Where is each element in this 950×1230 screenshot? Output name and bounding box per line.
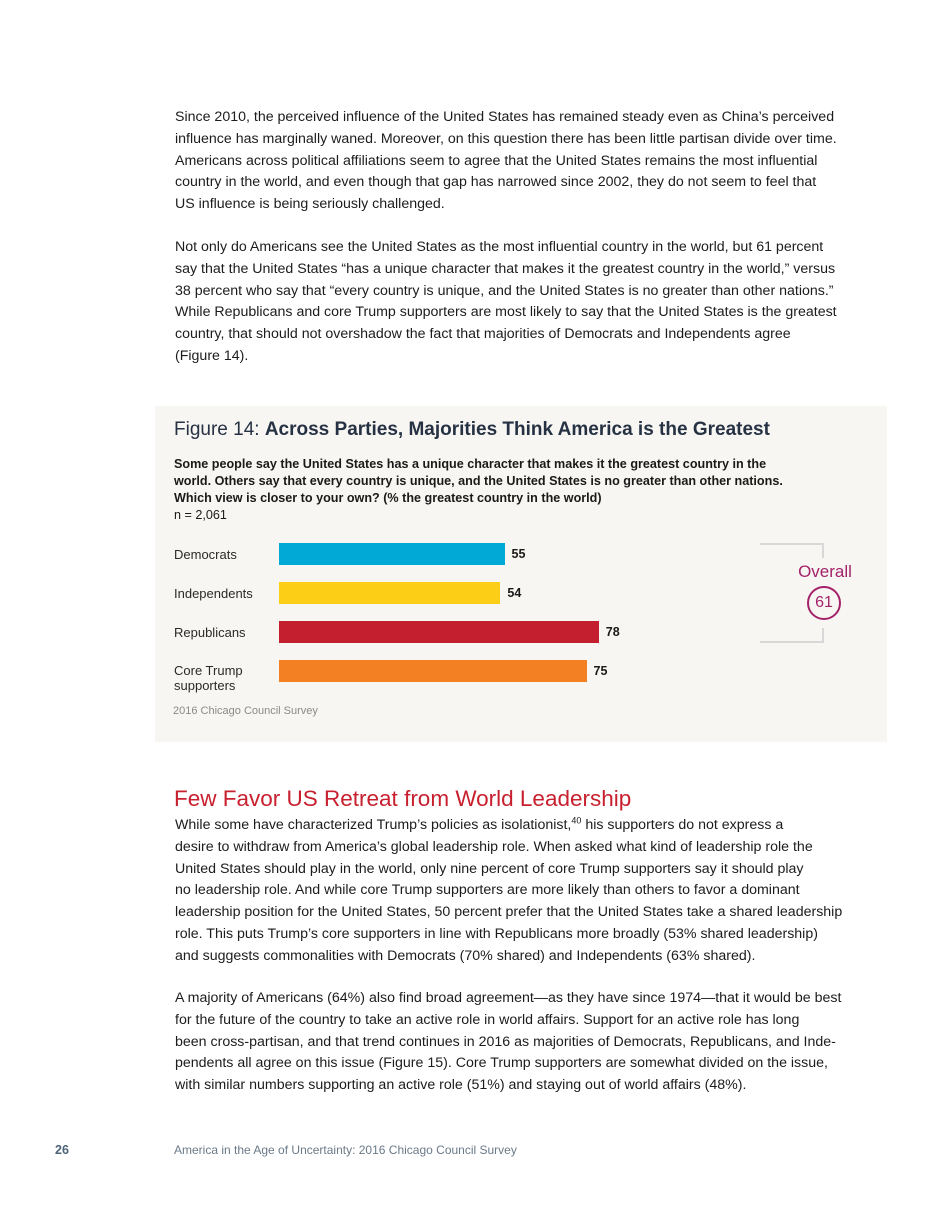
section-heading: Few Favor US Retreat from World Leadership bbox=[174, 786, 632, 811]
text-line: no leadership role. And while core Trump supporters are more likely than others to favor a dominant bbox=[175, 882, 800, 899]
question-line: world. Others say that every country is unique, and the United States is no greater than other nations. bbox=[174, 474, 783, 488]
bar bbox=[279, 621, 599, 643]
category-label bbox=[174, 663, 243, 693]
text-line: (Figure 14). bbox=[175, 347, 249, 364]
text-line: and suggests commonalities with Democrats (70% shared) and Independents (63% shared). bbox=[175, 947, 756, 964]
category-label-line: Core Trump bbox=[174, 663, 243, 678]
text-line: country in the world, and even though that gap has narrowed since 2002, they do not seem to feel that bbox=[175, 174, 817, 191]
figure-question bbox=[174, 456, 854, 507]
overall-label: Overall bbox=[798, 562, 852, 581]
text-line bbox=[175, 815, 875, 837]
figure-number: Figure 14: bbox=[174, 419, 265, 440]
text-line: for the future of the country to take an active role in world affairs. Support for an active role has long bbox=[175, 1011, 800, 1028]
text-line: role. This puts Trump’s core supporters in line with Republicans more broadly (53% shared leadership) bbox=[175, 925, 818, 942]
text-line: 38 percent who say that “every country is unique, and the United States is no greater than other nations.” bbox=[175, 282, 834, 299]
text-line: influence has marginally waned. Moreover, on this question there has been little partisan divide over time. bbox=[175, 130, 837, 147]
footnote-marker[interactable]: 40 bbox=[571, 815, 582, 826]
text-fragment: his supporters do not express a bbox=[581, 817, 784, 833]
category-label-line: supporters bbox=[174, 678, 236, 693]
section-paragraph-1 bbox=[175, 815, 875, 968]
category-label-line: Republicans bbox=[174, 625, 246, 640]
text-line: US influence is being seriously challenged. bbox=[175, 196, 445, 213]
category-label-line: Democrats bbox=[174, 547, 237, 562]
category-label bbox=[174, 625, 246, 640]
question-line: Some people say the United States has a unique character that makes it the greatest country in the bbox=[174, 457, 767, 471]
text-line: leadership position for the United States, 50 percent prefer that the United States take a shared leadership bbox=[175, 904, 843, 921]
text-fragment: While some have characterized Trump’s policies as isolationist, bbox=[175, 817, 572, 833]
page-number: 26 bbox=[55, 1143, 69, 1157]
text-line: Not only do Americans see the United States as the most influential country in the world, but 61 percent bbox=[175, 239, 824, 255]
bar-value-label: 78 bbox=[605, 625, 620, 639]
category-label-line: Independents bbox=[174, 586, 253, 601]
intro-paragraph-1 bbox=[175, 107, 875, 216]
text-line: been cross-partisan, and that trend continues in 2016 as majorities of Democrats, Republicans, and Inde- bbox=[175, 1033, 836, 1050]
text-line: A majority of Americans (64%) also find broad agreement—as they have since 1974—that it would be best bbox=[175, 990, 842, 1006]
figure-source: 2016 Chicago Council Survey bbox=[173, 705, 318, 717]
text-line: While Republicans and core Trump supporters are most likely to say that the United States is the greatest bbox=[175, 304, 837, 321]
bar-value-label: 54 bbox=[507, 586, 522, 600]
bar-value-label: 55 bbox=[511, 547, 526, 561]
bar bbox=[279, 582, 500, 604]
figure-title-text: Across Parties, Majorities Think America is the Greatest bbox=[264, 419, 770, 440]
text-line: United States should play in the world, only nine percent of core Trump supporters say it should play bbox=[175, 860, 804, 877]
question-line: Which view is closer to your own? (% the greatest country in the world) bbox=[174, 491, 602, 505]
text-line: say that the United States “has a unique character that makes it the greatest country in the world,” versus bbox=[175, 260, 836, 277]
text-line: Since 2010, the perceived influence of the United States has remained steady even as China’s perceived bbox=[175, 109, 835, 125]
running-footer: America in the Age of Uncertainty: 2016 Chicago Council Survey bbox=[174, 1143, 517, 1157]
text-line: Americans across political affiliations seem to agree that the United States remains the most influential bbox=[175, 152, 818, 169]
text-line: desire to withdraw from America’s global leadership role. When asked what kind of leadership role the bbox=[175, 838, 813, 855]
text-line: country, that should not overshadow the fact that majorities of Democrats and Independents agree bbox=[175, 326, 791, 343]
intro-paragraph-2 bbox=[175, 237, 875, 368]
bar bbox=[279, 660, 587, 682]
sample-size: n = 2,061 bbox=[174, 508, 227, 522]
text-line: pendents all agree on this issue (Figure 15). Core Trump supporters are somewhat divided on the issue, bbox=[175, 1055, 828, 1072]
category-label bbox=[174, 586, 253, 601]
bar bbox=[279, 543, 505, 565]
figure-title bbox=[174, 419, 770, 441]
category-label bbox=[174, 547, 237, 562]
bar-value-label: 75 bbox=[593, 664, 608, 678]
text-line: with similar numbers supporting an active role (51%) and staying out of world affairs (48%). bbox=[175, 1077, 747, 1094]
overall-value-circle: 61 bbox=[807, 586, 841, 620]
section-paragraph-2 bbox=[175, 988, 875, 1097]
